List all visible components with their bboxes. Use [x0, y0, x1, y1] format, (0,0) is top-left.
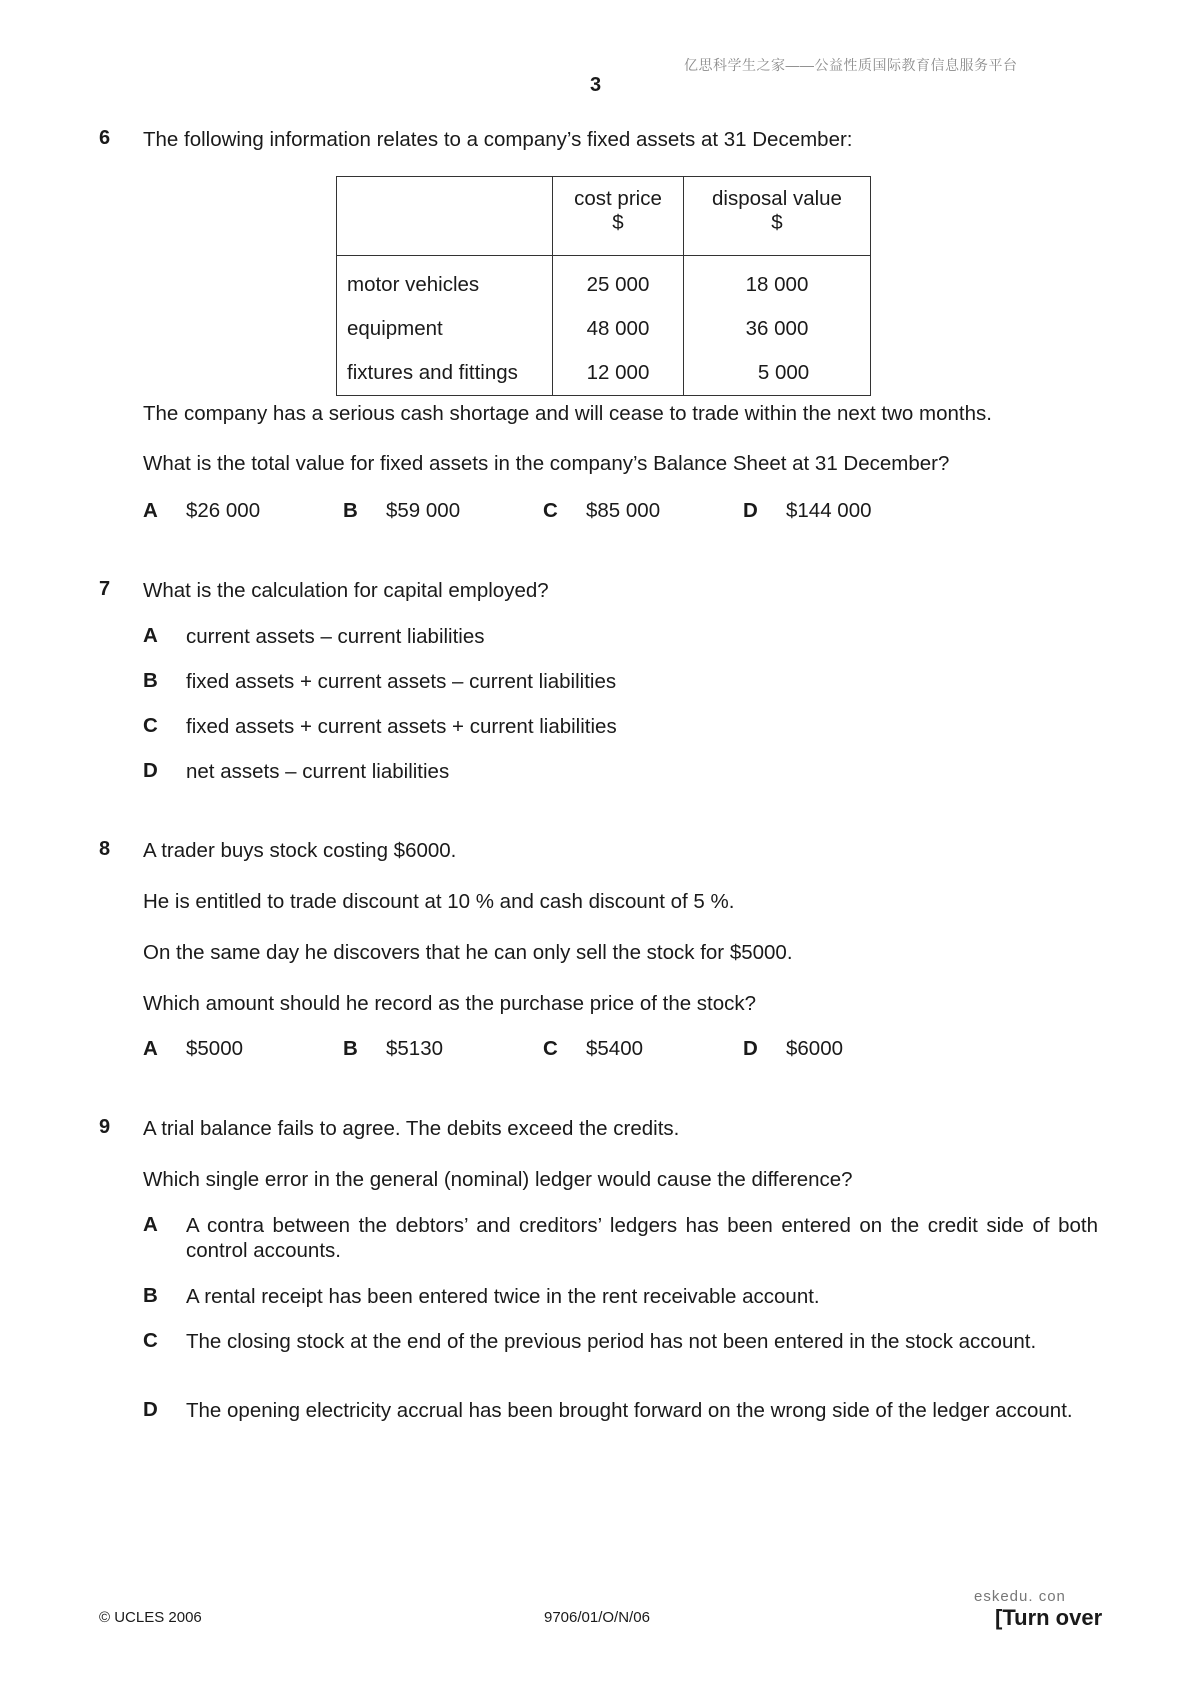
option-b: B $59 000 [343, 499, 461, 522]
question-8-line3: On the same day he discovers that he can only sell the stock for $5000. [143, 941, 793, 964]
cost-price-cell: 48 000 [553, 307, 684, 351]
header-cost-price-label: cost price [574, 187, 662, 210]
option-b: B $5130 [343, 1037, 444, 1060]
question-number-6: 6 [99, 127, 111, 149]
disposal-value-cell: 18 000 [684, 256, 871, 308]
table-row [337, 307, 871, 351]
table-header-disposal-value [684, 177, 871, 256]
option-a: A $5000 [143, 1037, 244, 1060]
question-number-9: 9 [99, 1116, 111, 1138]
turn-over-label: [Turn over [995, 1605, 1103, 1630]
option-c: C fixed assets + current assets + current liabilities [143, 714, 617, 738]
site-watermark: eskedu. con [974, 1588, 1066, 1605]
question-number-8: 8 [99, 838, 111, 860]
row-label: fixtures and fittings [337, 351, 553, 396]
question-6-question: What is the total value for fixed assets in the company’s Balance Sheet at 31 December? [143, 452, 950, 475]
option-b: B fixed assets + current assets – current liabilities [143, 669, 617, 693]
option-c: C $85 000 [543, 499, 661, 522]
question-8-line2: He is entitled to trade discount at 10 % and cash discount of 5 %. [143, 890, 735, 913]
question-6-stem: The following information relates to a company’s fixed assets at 31 December: [143, 128, 853, 151]
row-label: motor vehicles [337, 256, 553, 308]
header-disposal-value-unit: $ [771, 211, 783, 234]
question-7-stem: What is the calculation for capital employed? [143, 579, 549, 602]
option-d: D net assets – current liabilities [143, 759, 450, 783]
cost-price-cell: 25 000 [553, 256, 684, 308]
question-6-context: The company has a serious cash shortage and will cease to trade within the next two months. [143, 402, 992, 425]
fixed-assets-table [336, 176, 871, 396]
disposal-value-cell: 36 000 [684, 307, 871, 351]
question-8-options [143, 1037, 943, 1061]
option-d: D The opening electricity accrual has been brought forward on the wrong side of the ledger account. [143, 1398, 1073, 1422]
option-a: A $26 000 [143, 499, 261, 522]
question-8-question: Which amount should he record as the purchase price of the stock? [143, 992, 757, 1015]
disposal-value-cell: 5 000 [684, 351, 871, 396]
header-disposal-value-label: disposal value [712, 187, 842, 210]
option-c: C $5400 [543, 1037, 644, 1060]
option-d: D $144 000 [743, 499, 872, 522]
table-row [337, 256, 871, 308]
table-header-blank [337, 177, 553, 256]
row-label: equipment [337, 307, 553, 351]
page-number: 3 [590, 74, 602, 96]
option-a: A A contra between the debtors’ and creditors’ ledgers has been entered on the credit side of both control accounts. [143, 1213, 1098, 1262]
question-9-question: Which single error in the general (nominal) ledger would cause the difference? [143, 1168, 853, 1191]
question-6-options [143, 499, 943, 523]
table-row [337, 351, 871, 396]
option-d: D $6000 [743, 1037, 844, 1060]
paper-code: 9706/01/O/N/06 [544, 1609, 650, 1626]
question-9-stem: A trial balance fails to agree. The debits exceed the credits. [143, 1117, 680, 1140]
copyright: © UCLES 2006 [99, 1609, 202, 1626]
watermark-text: 亿思科学生之家——公益性质国际教育信息服务平台 [684, 57, 1018, 73]
table-header-cost-price [553, 177, 684, 256]
cost-price-cell: 12 000 [553, 351, 684, 396]
option-a: A current assets – current liabilities [143, 624, 485, 648]
question-number-7: 7 [99, 578, 111, 600]
header-cost-price-unit: $ [612, 211, 624, 234]
option-c: C The closing stock at the end of the previous period has not been entered in the stock account. [143, 1329, 1037, 1353]
question-8-stem: A trader buys stock costing $6000. [143, 839, 457, 862]
option-b: B A rental receipt has been entered twice in the rent receivable account. [143, 1284, 820, 1308]
